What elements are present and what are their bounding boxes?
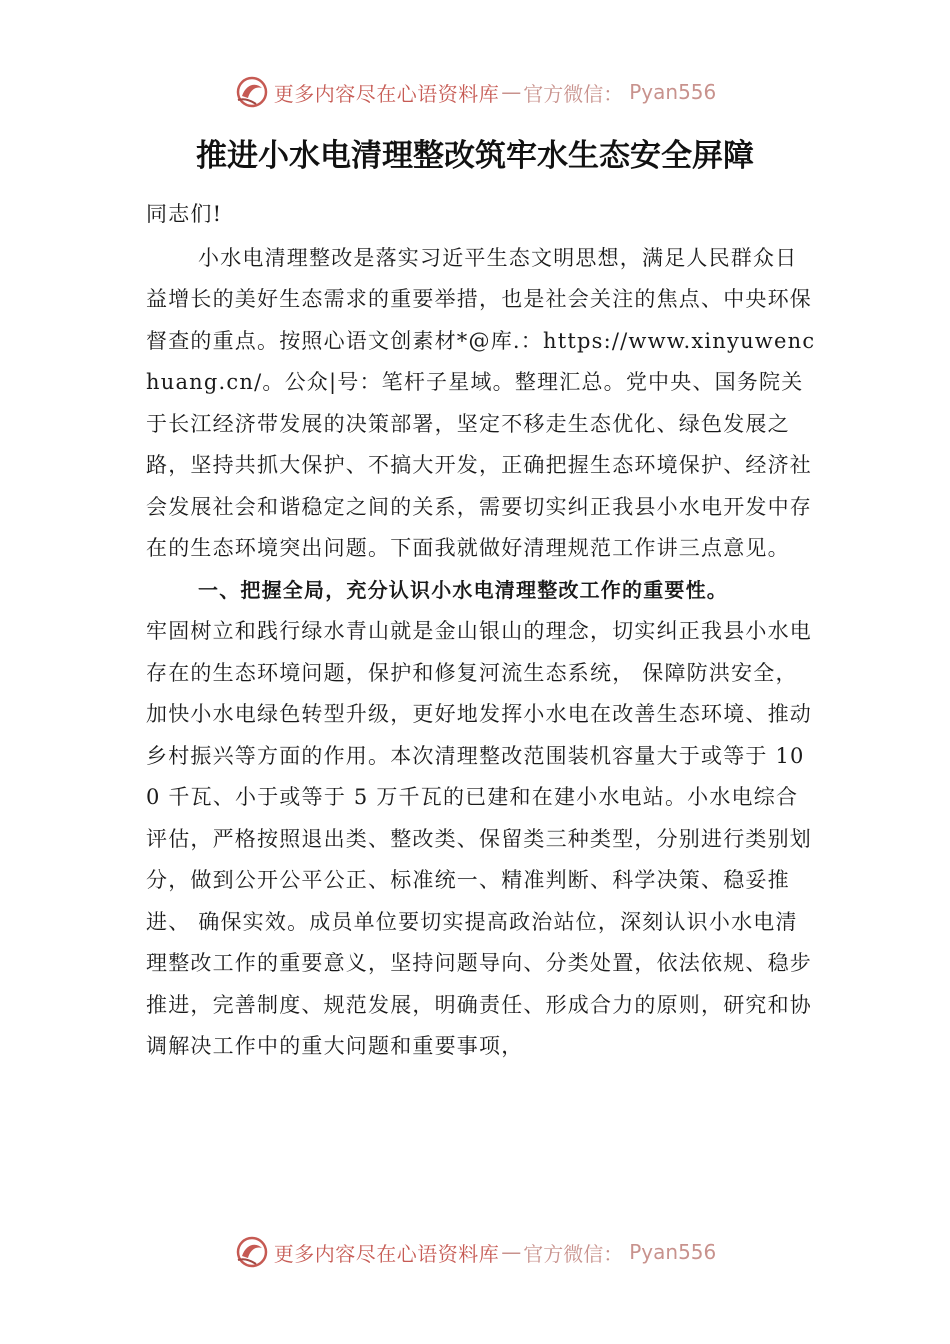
watermark-brand: 更多内容尽在心语资料库 — [273, 1241, 500, 1266]
header-watermark — [0, 72, 950, 112]
document-title: 推进小水电清理整改筑牢水生态安全屏障 — [196, 138, 754, 174]
document-body — [146, 194, 816, 1068]
watermark-label: 官方微信： — [523, 81, 624, 106]
watermark-separator: — — [501, 1240, 522, 1264]
paragraph: 牢固树立和践行绿水青山就是金山银山的理念，切实纠正我县小水电存在的生态环境问题，保护和修复河流生态系统， 保障防洪安全，加快小水电绿色转型升级，更好地发挥小水电在改善生态环境、推动乡村振兴等方面的作用。本次清理整改范围装机容量大于或等于 100 千瓦、小于或等于 5 万千瓦的已建和在建小水电站。小水电综合评估，严格按照退出类、整改类、保留类三种类型，分别进行类别划分，做到公开公平公正、标准统一、精准判断、科学决策、稳妥推进、 确保实效。成员单位要切实提高政治站位，深刻认识小水电清理整改工作的重要意义，坚持问题导向、分类处置，依法依规、稳步推进，完善制度、规范发展，明确责任、形成合力的原则，研究和协调解决工作中的重大问题和重要事项， — [146, 619, 812, 1058]
logo-icon — [234, 1234, 270, 1270]
logo-icon — [234, 74, 270, 110]
watermark-label: 官方微信： — [523, 1241, 624, 1266]
watermark-brand: 更多内容尽在心语资料库 — [273, 81, 500, 106]
watermark-wechat-id: Pyan556 — [629, 80, 717, 104]
paragraph: 小水电清理整改是落实习近平生态文明思想，满足人民群众日益增长的美好生态需求的重要举措，也是社会关注的焦点、中央环保督查的重点。按照心语文创素材*@库.：https://www.xinyuwenchuang.cn/。公众|号：笔杆子星域。整理汇总。党中央、国务院关于长江经济带发展的决策部署，坚定不移走生态优化、绿色发展之路，坚持共抓大保护、不搞大开发，正确把握生态环境保护、经济社会发展社会和谐稳定之间的关系，需要切实纠正我县小水电开发中存在的生态环境突出问题。下面我就做好清理规范工作讲三点意见。 — [146, 245, 816, 560]
greeting: 同志们! — [146, 202, 223, 226]
watermark-separator: — — [501, 80, 522, 104]
footer-watermark — [0, 1232, 950, 1272]
watermark-wechat-id: Pyan556 — [629, 1240, 717, 1264]
section-heading: 一、把握全局，充分认识小水电清理整改工作的重要性。 — [198, 577, 728, 602]
